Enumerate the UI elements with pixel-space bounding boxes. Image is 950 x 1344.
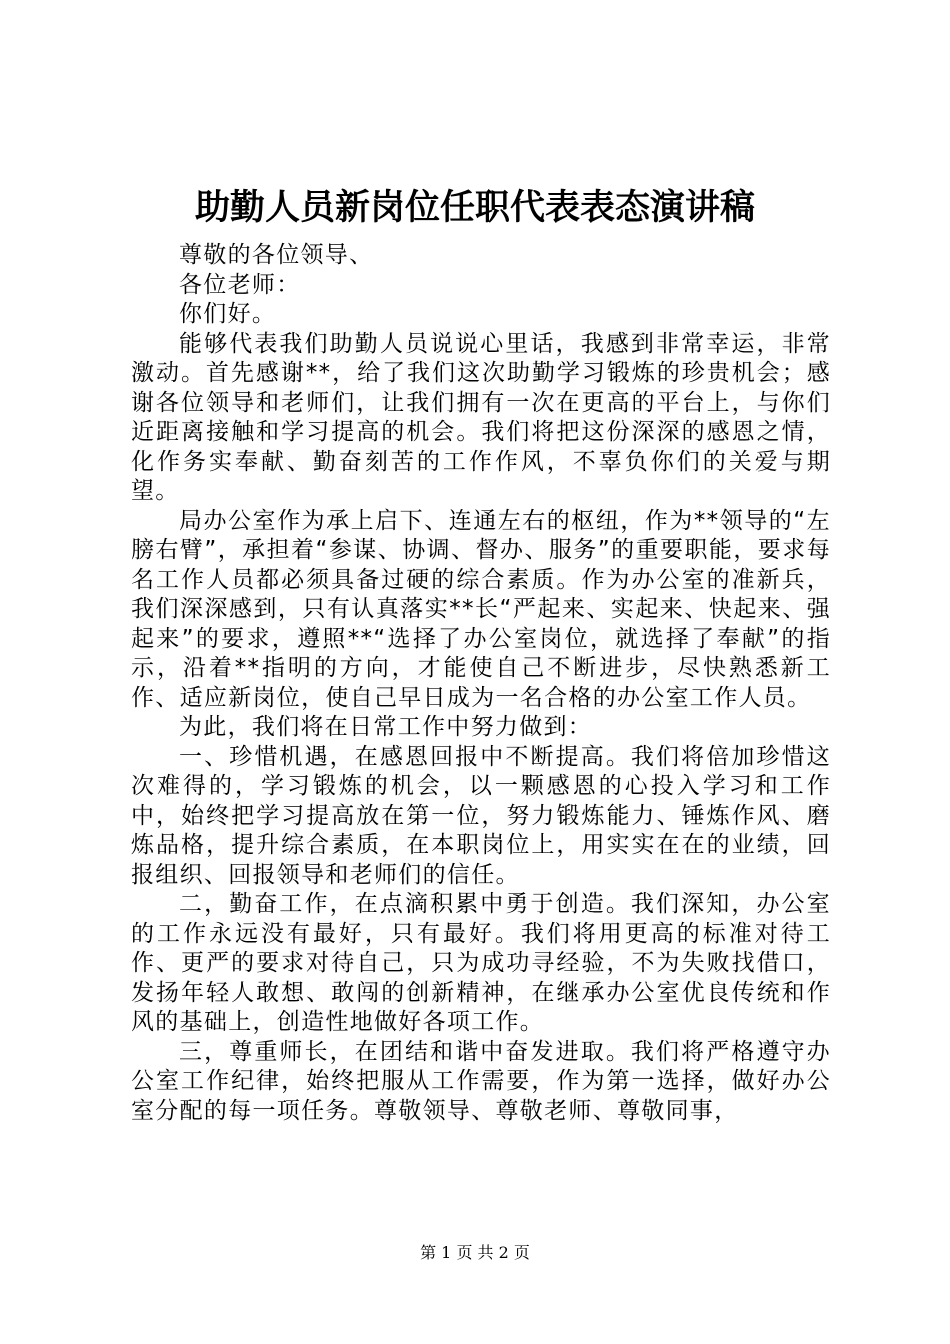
body-paragraph: 能够代表我们助勤人员说说心里话，我感到非常幸运，非常激动。首先感谢**，给了我们这次助勤学习锻炼的珍贵机会；感谢各位领导和老师们，让我们拥有一次在更高的平台上，与你们近距离接触和学习提高的机会。我们将把这份深深的感恩之情，化作务实奉献、勤奋刻苦的工作作风，不辜负你们的关爱与期望。 [131,330,831,504]
document-body [131,241,831,1126]
body-paragraph: 为此，我们将在日常工作中努力做到： [179,714,593,740]
body-paragraph: 二，勤奋工作，在点滴积累中勇于创造。我们深知，办公室的工作永远没有最好，只有最好。我们将用更高的标准对待工作、更严的要求对待自己，只为成功寻经验，不为失败找借口，发扬年轻人敢想、敢闯的创新精神，在继承办公室优良传统和作风的基础上，创造性地做好各项工作。 [131,891,831,1035]
greeting-line: 你们好。 [179,301,277,327]
salutation-line-1: 尊敬的各位领导、 [179,242,374,268]
body-paragraph: 局办公室作为承上启下、连通左右的枢纽，作为**领导的“左膀右臂”，承担着“参谋、协调、督办、服务”的重要职能，要求每名工作人员都必须具备过硬的综合素质。作为办公室的准新兵，我们深深感到，只有认真落实**长“严起来、实起来、快起来、强起来”的要求，遵照**“选择了办公室岗位，就选择了奉献”的指示，沿着**指明的方向，才能使自己不断进步，尽快熟悉新工作、适应新岗位，使自己早日成为一名合格的办公室工作人员。 [131,507,831,711]
body-paragraph: 三，尊重师长，在团结和谐中奋发进取。我们将严格遵守办公室工作纪律，始终把服从工作需要，作为第一选择，做好办公室分配的每一项任务。尊敬领导、尊敬老师、尊敬同事， [131,1038,831,1124]
salutation-line-2: 各位老师： [179,271,301,298]
document-title: 助勤人员新岗位任职代表表态演讲稿 [194,187,755,228]
page-footer: 第 1 页 共 2 页 [420,1243,530,1262]
body-paragraph: 一、珍惜机遇，在感恩回报中不断提高。我们将倍加珍惜这次难得的，学习锻炼的机会，以一颗感恩的心投入学习和工作中，始终把学习提高放在第一位，努力锻炼能力、锤炼作风、磨炼品格，提升综合素质，在本职岗位上，用实实在在的业绩，回报组织、回报领导和老师们的信任。 [131,743,831,888]
